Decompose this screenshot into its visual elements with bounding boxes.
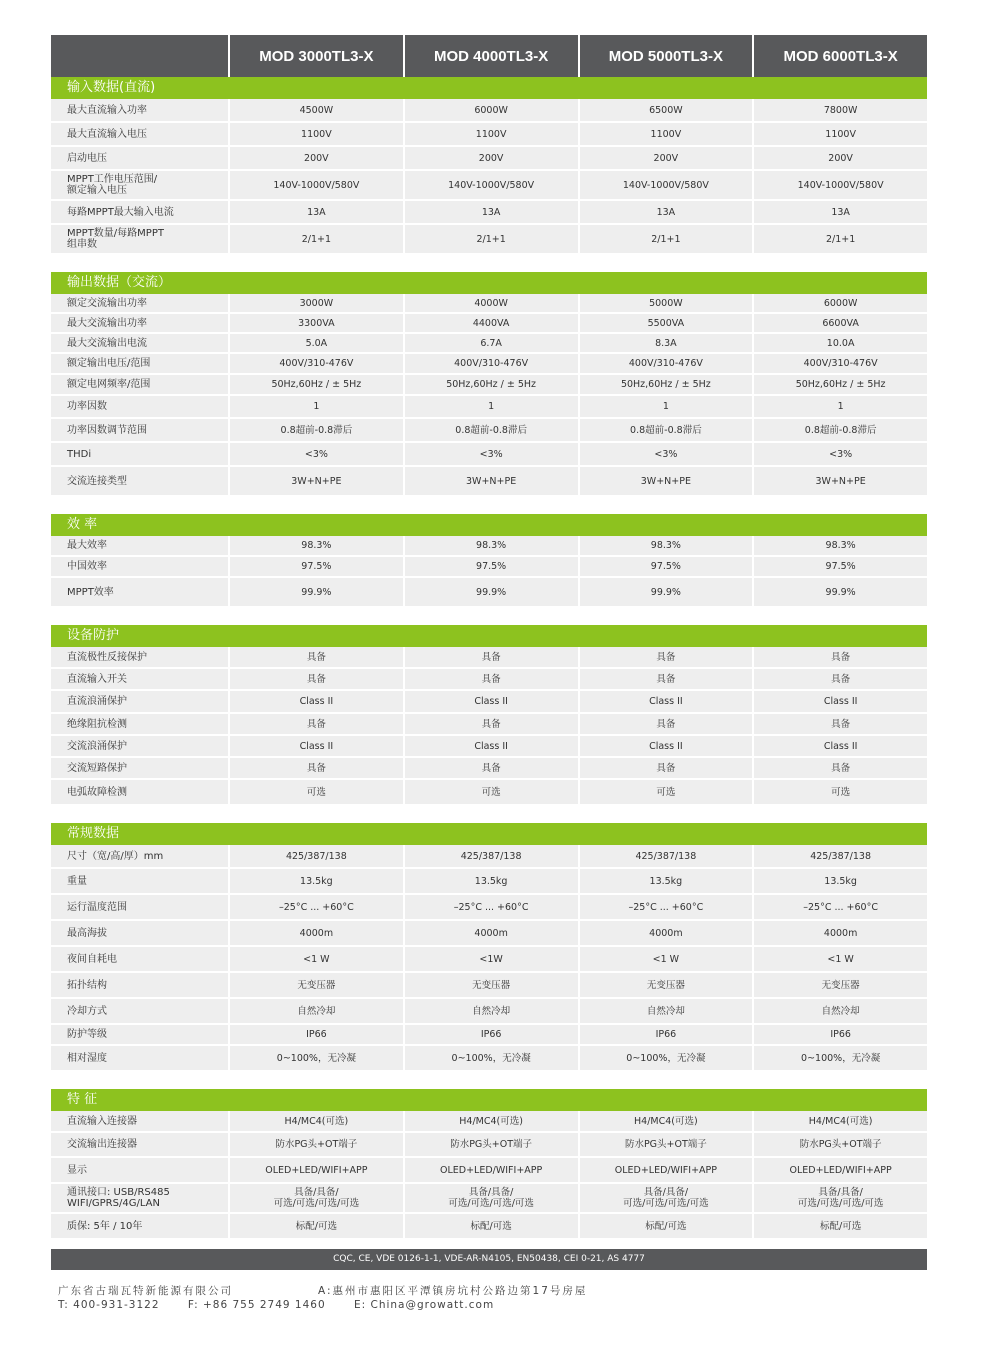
row-label: 交流浪涌保护 (51, 736, 230, 756)
spec-value-cell: 13A (580, 201, 755, 223)
spec-value-cell: <3% (230, 443, 405, 465)
spec-value-cell: –25°C ... +60°C (803, 901, 878, 913)
table-row (51, 314, 927, 334)
table-row (51, 99, 927, 123)
spec-value-cell: Class II (405, 691, 580, 712)
spec-value-cell: 140V-1000V/580V (797, 179, 884, 191)
section-spacer (51, 608, 927, 625)
spec-value-cell: 97.5% (580, 557, 755, 576)
section-title: 输出数据（交流） (51, 272, 927, 294)
spec-value-cell: 防水PG头+OT端子 (405, 1133, 580, 1156)
section-rows (51, 845, 927, 1072)
section-spacer (51, 806, 927, 823)
spec-value-cell: 无变压器 (821, 979, 860, 991)
spec-value-cell: 50Hz,60Hz / ± 5Hz (230, 375, 405, 394)
row-label: 运行温度范围 (51, 895, 230, 919)
spec-value-cell: 0~100%，无冷凝 (801, 1052, 881, 1064)
row-label: 交流短路保护 (51, 758, 230, 778)
table-row (51, 758, 927, 780)
spec-value-cell: 0.8超前-0.8滞后 (405, 419, 580, 441)
spec-value-cell: 0~100%，无冷凝 (230, 1046, 405, 1070)
section-title: 效 率 (51, 514, 927, 536)
spec-value-cell: 400V/310-476V (803, 358, 878, 369)
spec-value-cell: 5500VA (580, 314, 755, 332)
spec-value-cell: 防水PG头+OT端子 (230, 1133, 405, 1156)
spec-value-cell: 13.5kg (405, 869, 580, 893)
row-label: 显示 (51, 1158, 230, 1182)
spec-value-cell: 50Hz,60Hz / ± 5Hz (580, 375, 755, 394)
spec-value-cell: 可选 (405, 780, 580, 804)
spec-value-cell: 3W+N+PE (230, 467, 405, 495)
spec-value-cell: OLED+LED/WIFI+APP (230, 1158, 405, 1182)
spec-value-cell: 6000W (405, 99, 580, 121)
spec-value-cell: 1100V (405, 123, 580, 145)
table-row (51, 419, 927, 443)
table-row (51, 225, 927, 255)
spec-value-cell: 99.9% (405, 578, 580, 606)
spec-value-cell: 3000W (230, 294, 405, 312)
spec-value-cell: 4400VA (405, 314, 580, 332)
spec-value-cell: 425/387/138 (230, 845, 405, 867)
table-row (51, 201, 927, 225)
row-label: MPPT效率 (51, 578, 230, 606)
model-name: MOD 3000TL3-X (230, 35, 403, 77)
spec-value-cell: 0.8超前-0.8滞后 (580, 419, 755, 441)
spec-value-cell: 1100V (230, 123, 405, 145)
spec-value-cell: 具备 (230, 758, 405, 778)
spec-value-cell: IP66 (830, 1029, 851, 1040)
table-row (51, 1158, 927, 1184)
row-label: 额定电网频率/范围 (51, 375, 230, 394)
spec-value-cell: 400V/310-476V (405, 354, 580, 373)
spec-value-cell: 无变压器 (580, 973, 755, 997)
spec-value-cell: 425/387/138 (810, 850, 872, 862)
spec-value-cell: H4/MC4(可选) (230, 1111, 405, 1131)
section-rows (51, 99, 927, 255)
spec-value-cell: 6500W (580, 99, 755, 121)
spec-value-cell: 标配/可选 (230, 1214, 405, 1238)
row-label: 直流极性反接保护 (51, 647, 230, 667)
spec-value-cell: 可选 (230, 780, 405, 804)
spec-value-cell: 4000m (405, 921, 580, 945)
spec-value-cell: Class II (230, 691, 405, 712)
spec-value-cell: 具备 (831, 762, 851, 774)
spec-value-cell: Class II (823, 740, 858, 752)
spec-value-cell: 4000W (405, 294, 580, 312)
spec-value-cell: 0.8超前-0.8滞后 (804, 424, 877, 436)
section-title: 设备防护 (51, 625, 927, 647)
spec-value-cell: 425/387/138 (580, 845, 755, 867)
table-row (51, 334, 927, 354)
company-name: 广东省古瑞瓦特新能源有限公司 (58, 1285, 233, 1297)
table-row (51, 647, 927, 669)
spec-value-cell: 2/1+1 (405, 225, 580, 253)
spec-value-cell: IP66 (230, 1025, 405, 1044)
spec-value-cell: 具备/具备/ 可选/可选/可选/可选 (580, 1184, 755, 1212)
spec-value-cell: 200V (405, 147, 580, 169)
table-row (51, 536, 927, 557)
table-row (51, 354, 927, 375)
table-row (51, 294, 927, 314)
spec-value-cell: 自然冷却 (580, 999, 755, 1023)
row-label: 功率因数 (51, 396, 230, 417)
row-label: 质保: 5年 / 10年 (51, 1214, 230, 1238)
spec-value-cell: 具备 (405, 758, 580, 778)
table-row (51, 669, 927, 691)
spec-value-cell: 140V-1000V/580V (580, 171, 755, 199)
spec-value-cell: 4500W (230, 99, 405, 121)
table-row (51, 578, 927, 608)
row-label: MPPT数量/每路MPPT 组串数 (51, 225, 230, 253)
spec-value-cell: 4000m (823, 927, 858, 939)
spec-value-cell: 1100V (580, 123, 755, 145)
spec-value-cell: 具备 (580, 714, 755, 734)
table-row (51, 375, 927, 396)
spec-value-cell: <3% (829, 448, 853, 460)
spec-value-cell: 标配/可选 (580, 1214, 755, 1238)
table-row (51, 1046, 927, 1072)
spec-value-cell: 97.5% (230, 557, 405, 576)
row-label: 夜间自耗电 (51, 947, 230, 971)
spec-value-cell: 13.5kg (580, 869, 755, 893)
model-header-row (51, 35, 927, 77)
spec-value-cell: <1W (405, 947, 580, 971)
spec-value-cell: 140V-1000V/580V (405, 171, 580, 199)
spec-value-cell: H4/MC4(可选) (808, 1115, 873, 1127)
row-label: 绝缘阻抗检测 (51, 714, 230, 734)
spec-value-cell: 自然冷却 (230, 999, 405, 1023)
row-label: 相对湿度 (51, 1046, 230, 1070)
email-address: E: China@growatt.com (353, 1299, 495, 1311)
spec-value-cell: 425/387/138 (405, 845, 580, 867)
table-row (51, 780, 927, 806)
spec-value-cell: 98.3% (405, 536, 580, 555)
spec-value-cell: 自然冷却 (405, 999, 580, 1023)
section-rows (51, 647, 927, 806)
row-label: 中国效率 (51, 557, 230, 576)
spec-value-cell: 防水PG头+OT端子 (580, 1133, 755, 1156)
spec-value-cell: 98.3% (825, 540, 856, 551)
spec-value-cell: 97.5% (405, 557, 580, 576)
row-label: 最大直流输入功率 (51, 99, 230, 121)
row-label: 启动电压 (51, 147, 230, 169)
row-label: MPPT工作电压范围/ 额定输入电压 (51, 171, 230, 199)
table-row (51, 396, 927, 419)
phone-number: T: 400-931-3122 (58, 1299, 160, 1311)
spec-value-cell: 13.5kg (824, 875, 857, 887)
spec-value-cell: 具备 (831, 718, 851, 730)
spec-value-cell: 4000m (230, 921, 405, 945)
spec-value-cell: 具备 (405, 647, 580, 667)
table-row (51, 443, 927, 467)
spec-value-cell: <3% (580, 443, 755, 465)
spec-value-cell: 200V (230, 147, 405, 169)
spec-value-cell: Class II (823, 696, 858, 707)
spec-value-cell: 3W+N+PE (405, 467, 580, 495)
spec-value-cell: –25°C ... +60°C (230, 895, 405, 919)
spec-value-cell: H4/MC4(可选) (405, 1111, 580, 1131)
spec-value-cell: 98.3% (580, 536, 755, 555)
spec-value-cell: 200V (580, 147, 755, 169)
spec-value-cell: 99.9% (230, 578, 405, 606)
spec-value-cell: 具备 (580, 758, 755, 778)
spec-sheet (51, 35, 927, 1240)
spec-value-cell: 5000W (580, 294, 755, 312)
section-spacer (51, 1072, 927, 1089)
certifications-bar: CQC, CE, VDE 0126-1-1, VDE-AR-N4105, EN50438, CEI 0-21, AS 4777 (51, 1249, 927, 1270)
row-label: 每路MPPT最大输入电流 (51, 201, 230, 223)
header-blank-cell (51, 35, 228, 77)
spec-value-cell: 50Hz,60Hz / ± 5Hz (795, 379, 886, 390)
table-row (51, 171, 927, 201)
spec-value-cell: IP66 (580, 1025, 755, 1044)
table-row (51, 736, 927, 758)
spec-value-cell: 3300VA (230, 314, 405, 332)
spec-value-cell: <1 W (580, 947, 755, 971)
table-row (51, 467, 927, 497)
contact-info (58, 1299, 518, 1311)
row-label: 冷却方式 (51, 999, 230, 1023)
row-label: 额定交流输出功率 (51, 294, 230, 312)
spec-value-cell: 5.0A (230, 334, 405, 352)
spec-value-cell: Class II (580, 691, 755, 712)
spec-value-cell: 6600VA (822, 317, 859, 329)
spec-value-cell: OLED+LED/WIFI+APP (580, 1158, 755, 1182)
spec-sections (51, 77, 927, 1240)
row-label: 重量 (51, 869, 230, 893)
spec-value-cell: 8.3A (580, 334, 755, 352)
spec-value-cell: 400V/310-476V (580, 354, 755, 373)
table-row (51, 845, 927, 869)
spec-value-cell: 1 (230, 396, 405, 417)
model-name: MOD 6000TL3-X (754, 35, 927, 77)
spec-value-cell: 2/1+1 (580, 225, 755, 253)
row-label: 防护等级 (51, 1025, 230, 1044)
spec-value-cell: 0~100%，无冷凝 (580, 1046, 755, 1070)
section-title: 常规数据 (51, 823, 927, 845)
row-label: 通讯接口: USB/RS485 WIFI/GPRS/4G/LAN (51, 1184, 230, 1212)
table-row (51, 123, 927, 147)
table-row (51, 557, 927, 578)
spec-value-cell: 具备 (230, 669, 405, 689)
spec-value-cell: 97.5% (825, 561, 856, 572)
spec-value-cell: 具备/具备/ 可选/可选/可选/可选 (797, 1187, 884, 1209)
table-row (51, 1111, 927, 1133)
spec-value-cell: 无变压器 (405, 973, 580, 997)
spec-value-cell: 3W+N+PE (580, 467, 755, 495)
section-rows (51, 536, 927, 608)
spec-value-cell: 400V/310-476V (230, 354, 405, 373)
row-label: 直流输入开关 (51, 669, 230, 689)
table-row (51, 1214, 927, 1240)
row-label: 直流浪涌保护 (51, 691, 230, 712)
model-name: MOD 4000TL3-X (405, 35, 578, 77)
spec-value-cell: OLED+LED/WIFI+APP (405, 1158, 580, 1182)
row-label: 最大交流输出功率 (51, 314, 230, 332)
spec-value-cell: 6000W (823, 297, 858, 309)
spec-value-cell: 具备/具备/ 可选/可选/可选/可选 (230, 1184, 405, 1212)
model-name: MOD 5000TL3-X (580, 35, 753, 77)
section-spacer (51, 255, 927, 272)
spec-value-cell: 2/1+1 (825, 233, 856, 245)
spec-value-cell: 99.9% (825, 586, 856, 598)
spec-value-cell: 1100V (825, 128, 856, 140)
spec-value-cell: 13A (831, 206, 850, 218)
spec-value-cell: 具备 (580, 669, 755, 689)
spec-value-cell: 具备 (230, 714, 405, 734)
row-label: 功率因数调节范围 (51, 419, 230, 441)
section-title: 特 征 (51, 1089, 927, 1111)
spec-value-cell: 1 (837, 401, 844, 412)
spec-value-cell: 98.3% (230, 536, 405, 555)
spec-value-cell: <1 W (230, 947, 405, 971)
spec-value-cell: 50Hz,60Hz / ± 5Hz (405, 375, 580, 394)
row-label: 最高海拔 (51, 921, 230, 945)
spec-value-cell: 200V (828, 152, 853, 164)
row-label: 交流输出连接器 (51, 1133, 230, 1156)
spec-value-cell: 标配/可选 (405, 1214, 580, 1238)
spec-value-cell: 具备 (831, 651, 851, 663)
row-label: 尺寸（宽/高/厚）mm (51, 845, 230, 867)
spec-value-cell: 1 (405, 396, 580, 417)
table-row (51, 1184, 927, 1214)
spec-value-cell: 标配/可选 (820, 1220, 862, 1232)
spec-value-cell: 13A (405, 201, 580, 223)
spec-value-cell: IP66 (405, 1025, 580, 1044)
row-label: 电弧故障检测 (51, 780, 230, 804)
spec-value-cell: 可选 (831, 786, 851, 798)
row-label: THDi (51, 443, 230, 465)
spec-value-cell: 99.9% (580, 578, 755, 606)
spec-value-cell: 可选 (580, 780, 755, 804)
spec-value-cell: 6.7A (405, 334, 580, 352)
spec-value-cell: 自然冷却 (821, 1005, 860, 1017)
company-address: A:惠州市惠阳区平潭镇房坑村公路边第17号房屋 (318, 1285, 588, 1297)
spec-value-cell: 0~100%，无冷凝 (405, 1046, 580, 1070)
row-label: 最大直流输入电压 (51, 123, 230, 145)
spec-value-cell: Class II (230, 736, 405, 756)
row-label: 额定输出电压/范围 (51, 354, 230, 373)
row-label: 最大效率 (51, 536, 230, 555)
spec-value-cell: Class II (580, 736, 755, 756)
table-row (51, 999, 927, 1025)
table-row (51, 869, 927, 895)
spec-value-cell: 1 (580, 396, 755, 417)
section-spacer (51, 497, 927, 514)
spec-value-cell: –25°C ... +60°C (580, 895, 755, 919)
spec-value-cell: <1 W (827, 953, 854, 965)
spec-value-cell: 13.5kg (230, 869, 405, 893)
table-row (51, 714, 927, 736)
section-rows (51, 1111, 927, 1240)
spec-value-cell: H4/MC4(可选) (580, 1111, 755, 1131)
table-row (51, 947, 927, 973)
spec-value-cell: 4000m (580, 921, 755, 945)
spec-value-cell: 具备 (580, 647, 755, 667)
spec-value-cell: 具备 (230, 647, 405, 667)
spec-value-cell: 具备 (831, 673, 851, 685)
table-row (51, 147, 927, 171)
fax-number: F: +86 755 2749 1460 (187, 1299, 326, 1311)
row-label: 最大交流输出电流 (51, 334, 230, 352)
spec-value-cell: 防水PG头+OT端子 (799, 1139, 882, 1150)
spec-value-cell: 7800W (823, 104, 858, 116)
spec-value-cell: 2/1+1 (230, 225, 405, 253)
section-title: 输入数据(直流) (51, 77, 927, 99)
table-row (51, 1025, 927, 1046)
spec-value-cell: 3W+N+PE (815, 475, 866, 487)
spec-value-cell: 具备 (405, 714, 580, 734)
spec-value-cell: 140V-1000V/580V (230, 171, 405, 199)
spec-value-cell: 0.8超前-0.8滞后 (230, 419, 405, 441)
row-label: 直流输入连接器 (51, 1111, 230, 1131)
row-label: 交流连接类型 (51, 467, 230, 495)
spec-value-cell: OLED+LED/WIFI+APP (789, 1164, 892, 1176)
spec-value-cell: 具备/具备/ 可选/可选/可选/可选 (405, 1184, 580, 1212)
spec-value-cell: –25°C ... +60°C (405, 895, 580, 919)
spec-value-cell: 具备 (405, 669, 580, 689)
row-label: 拓扑结构 (51, 973, 230, 997)
spec-value-cell: Class II (405, 736, 580, 756)
section-rows (51, 294, 927, 497)
spec-value-cell: 10.0A (826, 337, 855, 349)
table-row (51, 973, 927, 999)
spec-value-cell: <3% (405, 443, 580, 465)
spec-value-cell: 13A (230, 201, 405, 223)
table-row (51, 1133, 927, 1158)
table-row (51, 691, 927, 714)
spec-value-cell: 无变压器 (230, 973, 405, 997)
table-row (51, 895, 927, 921)
table-row (51, 921, 927, 947)
